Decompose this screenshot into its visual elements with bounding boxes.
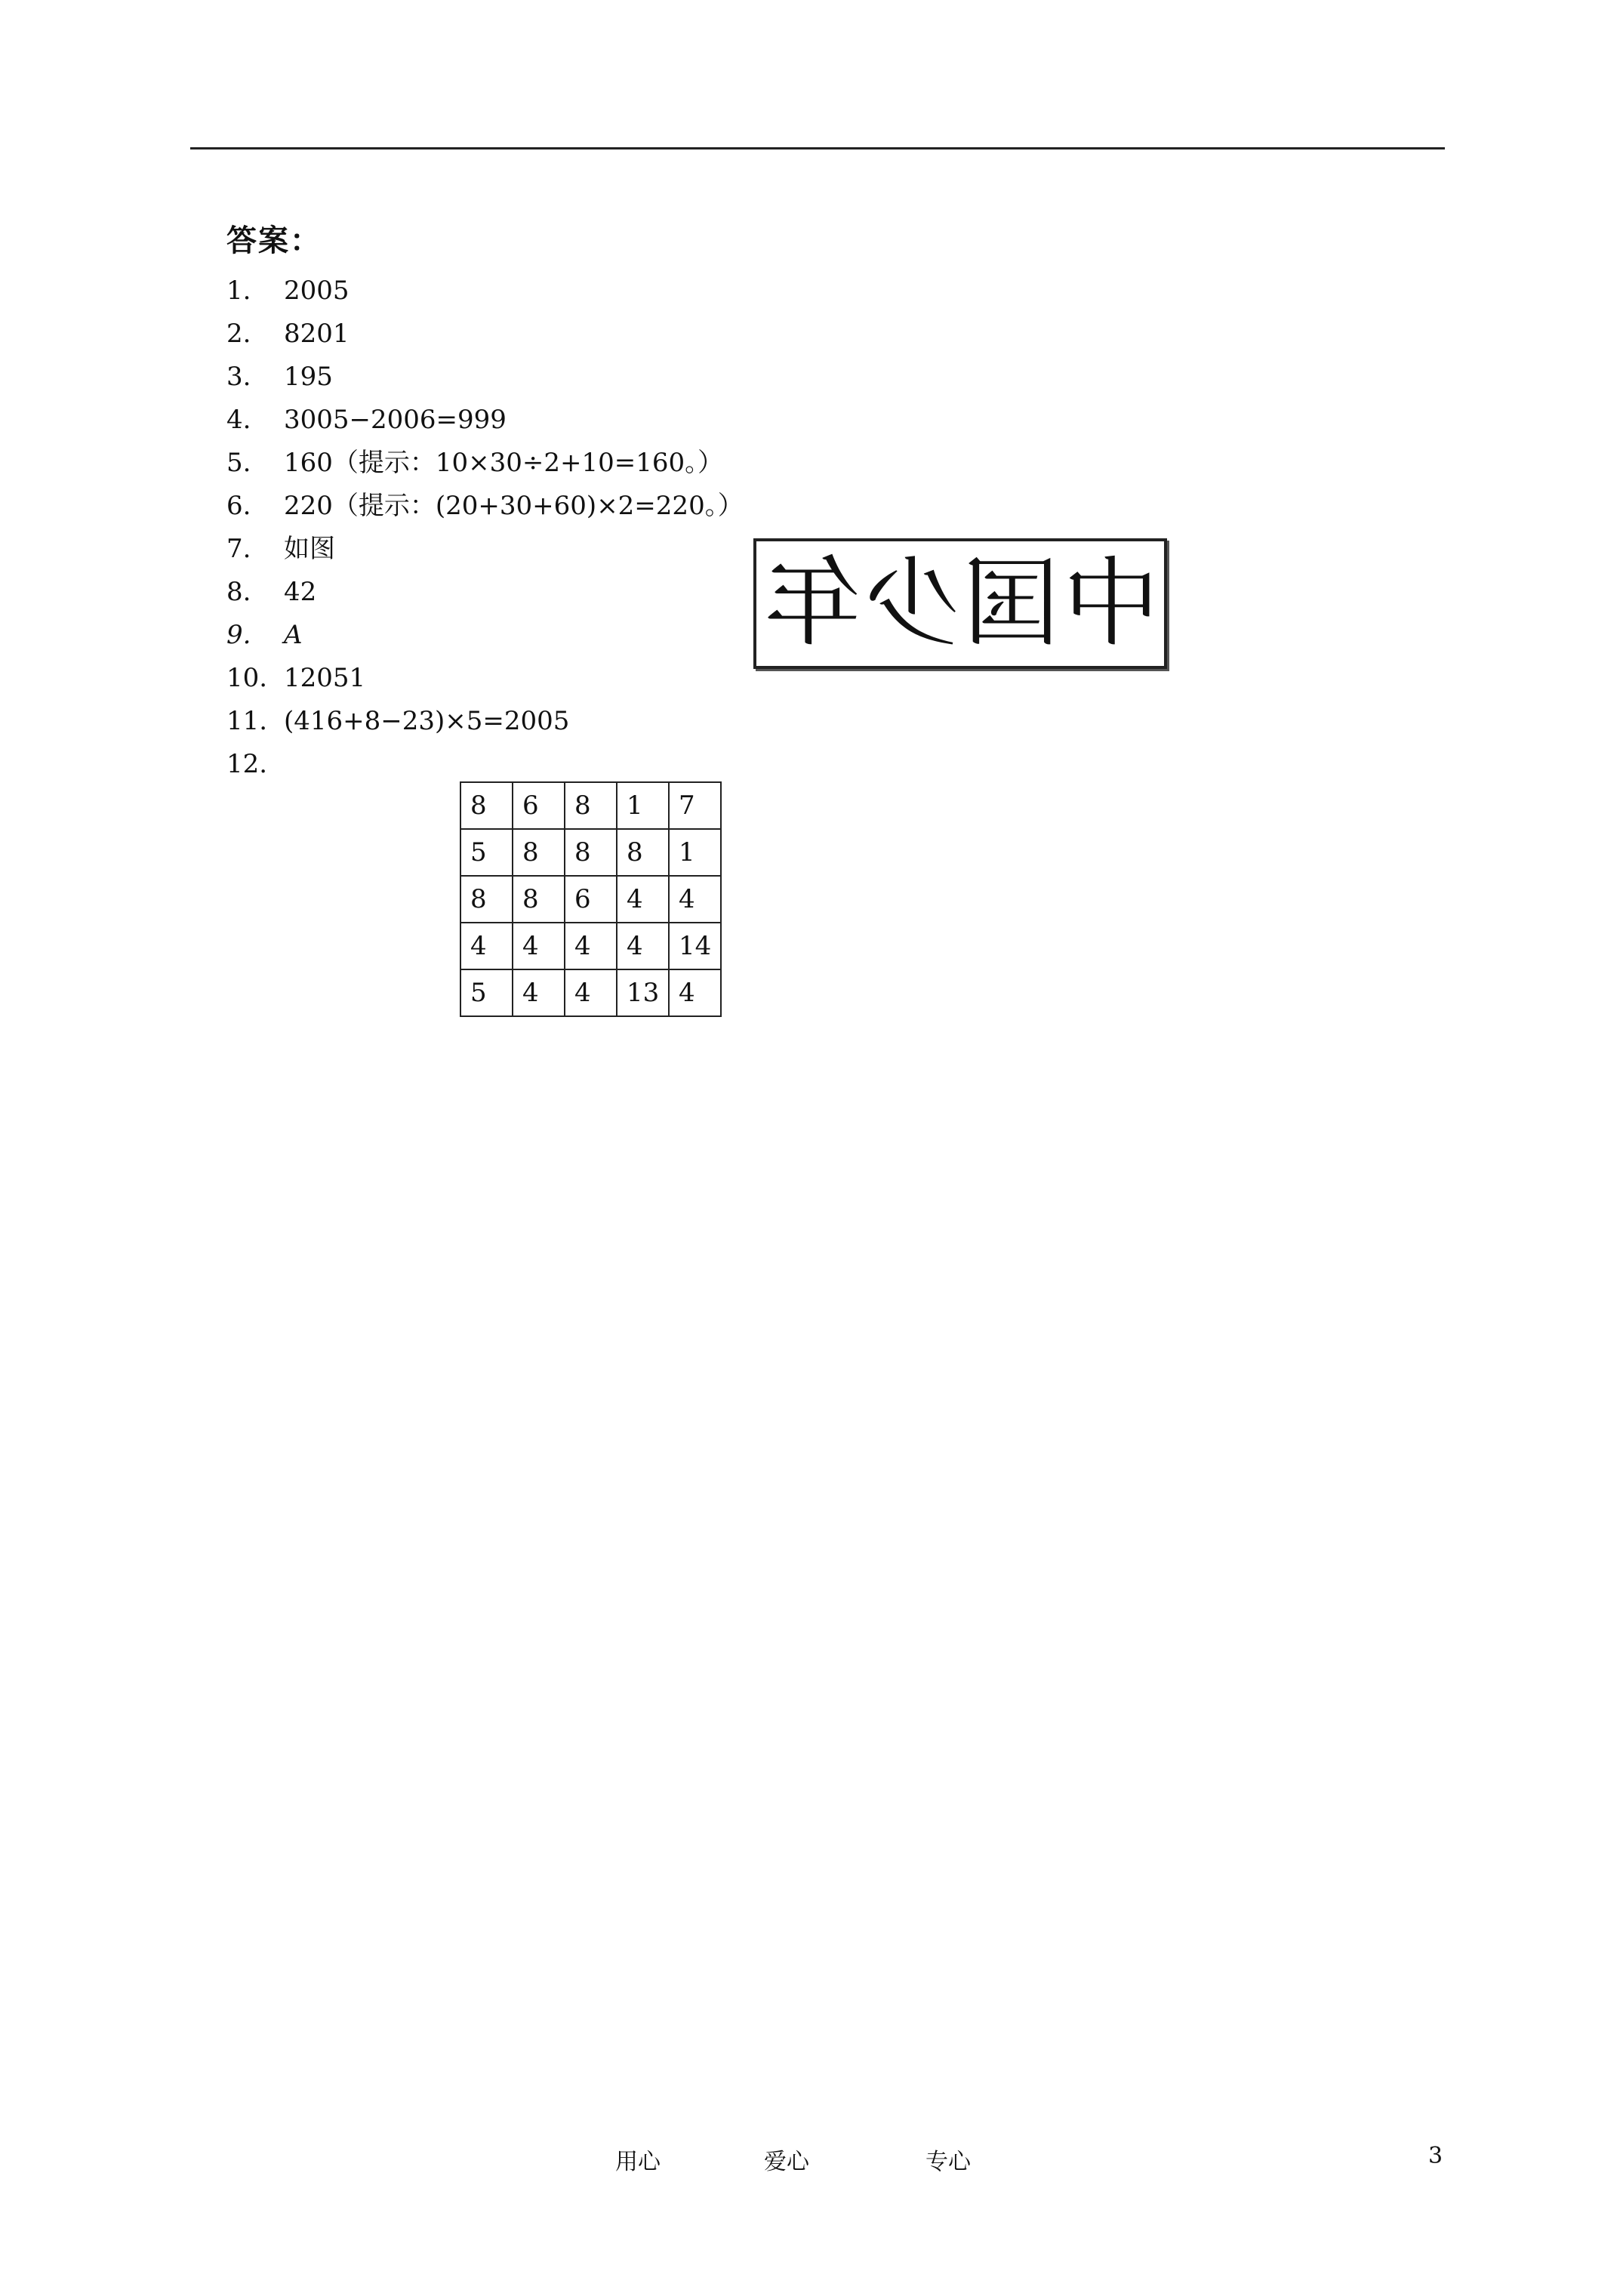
grid-cell: 4 — [565, 969, 617, 1016]
grid-cell: 8 — [460, 876, 513, 923]
answer-number: 1. — [226, 276, 251, 306]
footer-motto: 用心 — [615, 2149, 661, 2175]
grid-row — [460, 969, 721, 1016]
grid-cell: 8 — [513, 876, 565, 923]
answer-text: 如图 — [284, 534, 335, 564]
answer-text: 2005 — [284, 276, 350, 306]
answer-number: 7. — [226, 534, 251, 564]
answer-text: A — [284, 620, 303, 650]
grid-cell: 5 — [460, 829, 513, 876]
answer-number: 6. — [226, 491, 251, 521]
answer-number: 10. — [226, 663, 268, 693]
grid-row — [460, 829, 721, 876]
answer-text: 220（提示：(20+30+60)×2=220。） — [284, 491, 744, 521]
answer-text: 8201 — [284, 319, 350, 349]
answer-number: 5. — [226, 448, 251, 478]
grid-cell: 4 — [460, 923, 513, 969]
grid-cell: 4 — [669, 876, 721, 923]
grid-cell: 6 — [565, 876, 617, 923]
answer-number: 11. — [226, 706, 268, 736]
grid-cell: 1 — [669, 829, 721, 876]
grid-cell: 4 — [617, 876, 669, 923]
answer-number: 4. — [226, 405, 251, 435]
answer-text: (416+8−23)×5=2005 — [284, 706, 570, 736]
grid-cell: 14 — [669, 923, 721, 969]
grid-cell: 4 — [617, 923, 669, 969]
number-grid — [460, 781, 722, 1017]
grid-cell: 7 — [669, 782, 721, 829]
answer-text: 12051 — [284, 663, 366, 693]
grid-cell: 6 — [513, 782, 565, 829]
grid-cell: 4 — [513, 969, 565, 1016]
grid-row — [460, 876, 721, 923]
grid-cell: 8 — [617, 829, 669, 876]
grid-cell: 1 — [617, 782, 669, 829]
grid-cell: 8 — [565, 782, 617, 829]
mirror-figure-text: 中国少年 — [760, 547, 1160, 660]
footer-mottos — [0, 2143, 1623, 2180]
grid-cell: 5 — [460, 969, 513, 1016]
grid-cell: 8 — [565, 829, 617, 876]
answer-number: 9. — [226, 620, 251, 650]
grid-cell: 8 — [513, 829, 565, 876]
answer-number: 12. — [226, 749, 268, 779]
grid-row — [460, 923, 721, 969]
grid-cell: 4 — [513, 923, 565, 969]
grid-cell: 4 — [669, 969, 721, 1016]
answer-number: 3. — [226, 362, 251, 392]
answer-number: 8. — [226, 577, 251, 607]
answer-number: 2. — [226, 319, 251, 349]
footer-motto: 爱心 — [764, 2149, 809, 2175]
grid-cell: 8 — [460, 782, 513, 829]
answer-text: 42 — [284, 577, 317, 607]
grid-cell: 4 — [565, 923, 617, 969]
answer-text: 3005−2006=999 — [284, 405, 507, 435]
grid-row — [460, 782, 721, 829]
grid-cell: 13 — [617, 969, 669, 1016]
footer-motto: 专心 — [925, 2149, 971, 2175]
page-number: 3 — [1428, 2143, 1443, 2169]
answers-heading: 答案： — [226, 223, 322, 258]
answer-text: 195 — [284, 362, 333, 392]
mirror-figure — [753, 538, 1167, 669]
header-rule — [190, 147, 1445, 149]
answer-text: 160（提示：10×30÷2+10=160。） — [284, 448, 724, 478]
